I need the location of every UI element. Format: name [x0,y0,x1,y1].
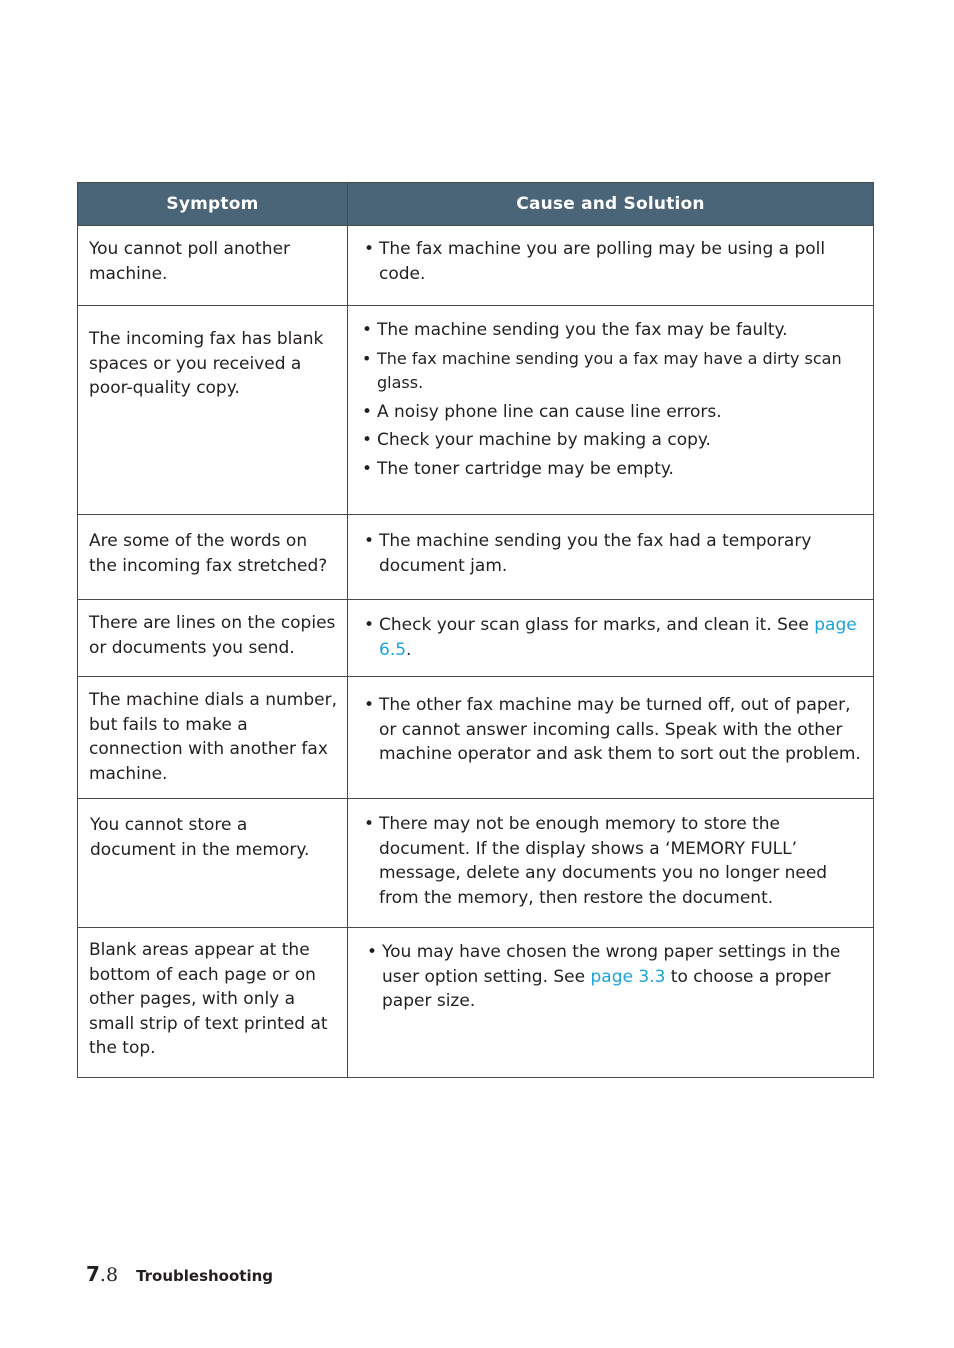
cause-cell [348,515,874,600]
symptom-header: Symptom [78,183,348,226]
cause-item: • The machine sending you the fax may be faulty. [362,318,861,343]
cause-item: • The fax machine you are polling may be using a poll code. [364,237,861,286]
cause-text: You may have chosen the wrong paper settings in the user option setting. See [382,942,841,987]
table-row [78,226,874,306]
cause-text: Check your scan glass for marks, and clean it. See [379,615,815,635]
table-row [78,799,874,928]
table-row [78,515,874,600]
cause-item [364,613,861,662]
symptom-text: The incoming fax has blank spaces or you received a poor-quality copy. [89,329,324,398]
cause-item: • The fax machine sending you a fax may have a dirty scan glass. [362,347,861,396]
cause-list [364,237,861,286]
cause-list [364,812,861,910]
symptom-cell: Are some of the words on the incoming fax stretched? [78,515,348,600]
cause-item: • A noisy phone line can cause line errors. [362,400,861,425]
table-row [78,600,874,677]
cause-item: • Check your machine by making a copy. [362,428,861,453]
cause-item: • There may not be enough memory to store the document. If the display shows a ‘MEMORY FULL’ message, delete any documents you no longer need from the memory, then restore the document. [364,812,861,910]
cause-cell [348,600,874,677]
symptom-cell: Blank areas appear at the bottom of each page or on other pages, with only a small strip of text printed at the top. [78,928,348,1078]
cause-list [367,940,861,1014]
table-row [78,677,874,799]
troubleshooting-table [77,182,874,1078]
cause-list [364,693,861,767]
page-link[interactable]: page 6.5 [379,615,857,660]
cause-item: • The machine sending you the fax had a temporary document jam. [364,529,861,578]
cause-list [364,613,861,662]
cause-item: • The toner cartridge may be empty. [362,457,861,482]
cause-text-after: to choose a proper paper size. [382,966,831,1011]
cause-cell [348,928,874,1078]
symptom-cell: The machine dials a number, but fails to make a connection with another fax machine. [78,677,348,799]
cause-item: • The other fax machine may be turned off, out of paper, or cannot answer incoming calls. Speak with the other machine operator and ask them to sort out the problem. [364,693,861,767]
cause-text-after: . [406,639,412,660]
cause-cell [348,306,874,515]
symptom-cell [78,306,348,515]
table-row [78,306,874,515]
page-link[interactable]: page 3.3 [590,966,666,987]
cause-item [367,940,861,1014]
table-row [78,928,874,1078]
cause-list [364,529,861,578]
cause-cell [348,799,874,928]
symptom-cell: You cannot poll another machine. [78,226,348,306]
cause-cell [348,226,874,306]
footer-section-title: Troubleshooting [136,1267,274,1285]
table-header-row [78,183,874,226]
cause-header: Cause and Solution [348,183,874,226]
chapter-number: 7 [86,1262,100,1286]
symptom-cell: There are lines on the copies or documents you send. [78,600,348,677]
page-number: .8 [99,1264,119,1286]
cause-list [362,318,861,481]
symptom-cell: You cannot store a document in the memory. [78,799,348,928]
page-footer [86,1262,273,1286]
cause-cell [348,677,874,799]
